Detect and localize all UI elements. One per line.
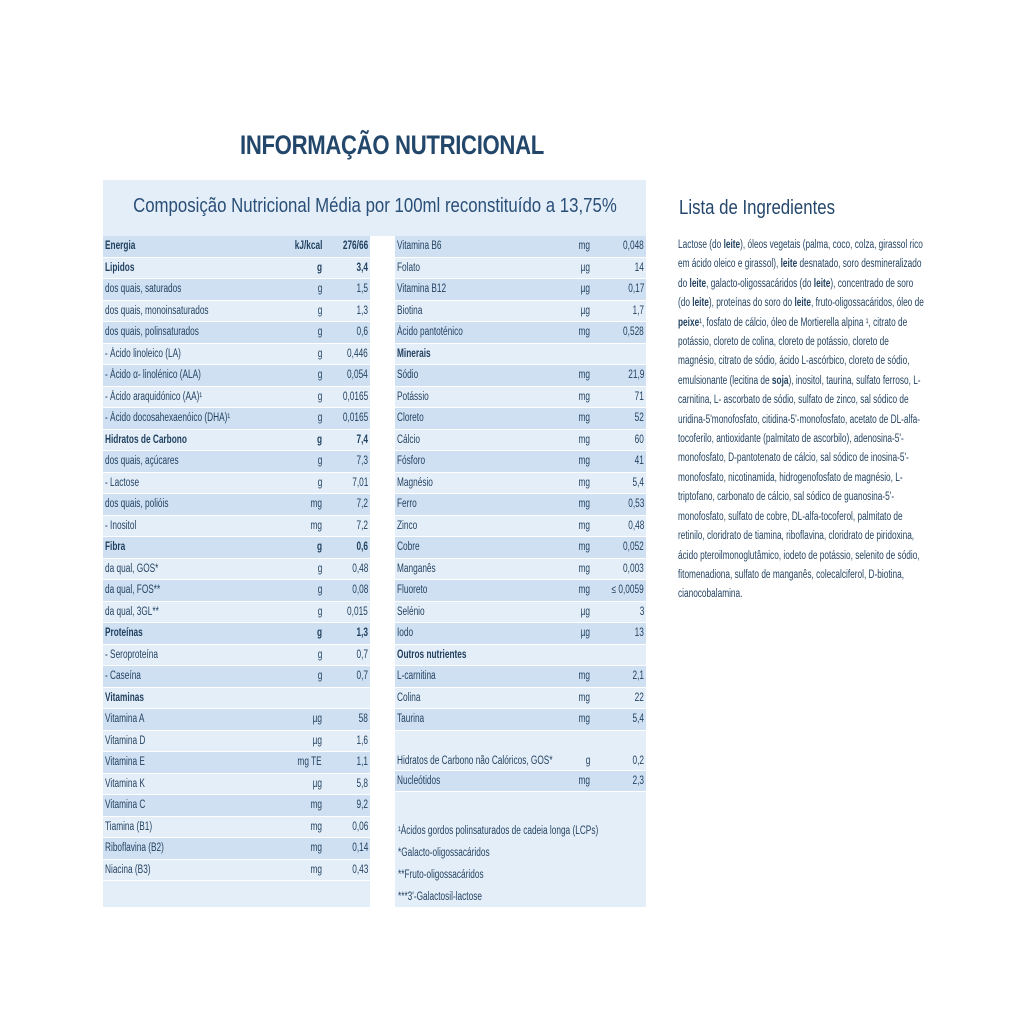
nutrient-name: - Ácido araquidónico (AA)¹ [105, 390, 203, 403]
nutrient-name: - Ácido docosahexaenóico (DHA)¹ [105, 412, 231, 425]
nutrient-name: Minerais [397, 347, 431, 360]
nutrient-name: Manganês [397, 562, 436, 575]
panel-header [103, 180, 646, 232]
table-row [395, 236, 646, 258]
nutrient-unit: g [316, 261, 322, 274]
nutrient-unit: g [585, 754, 590, 767]
nutrient-name: Vitamina D [105, 734, 146, 747]
nutrient-name: da qual, FOS** [105, 584, 161, 597]
table-row [103, 795, 370, 817]
nutrient-value: 60 [634, 433, 644, 446]
nutrient-value: 0,0165 [342, 390, 368, 403]
nutrient-unit: g [317, 390, 322, 403]
nutrient-unit: mg [310, 799, 322, 812]
table-row [395, 279, 646, 301]
nutrient-name: Vitamina B12 [397, 283, 447, 296]
nutrient-value: 0,7 [356, 670, 368, 683]
table-row [395, 301, 646, 323]
nutrient-name: Vitamina E [105, 756, 145, 769]
nutrient-name: Hidratos de Carbono não Calóricos, GOS* [397, 754, 553, 767]
nutrient-unit: µg [312, 777, 322, 790]
nutrient-unit: g [317, 283, 322, 296]
table-row [395, 516, 646, 538]
nutrient-value: 0,003 [623, 562, 644, 575]
nutrient-value: 0,7 [356, 648, 368, 661]
footnote-fos: **Fruto-oligossacáridos [398, 869, 484, 881]
nutrient-name: dos quais, polióis [105, 498, 169, 511]
table-row [103, 666, 370, 688]
nutrient-value: 0,48 [627, 519, 644, 532]
table-row [395, 580, 646, 602]
nutrient-name: - Caseína [105, 670, 141, 683]
nutrient-value: 5,4 [632, 476, 644, 489]
table-row [103, 645, 370, 667]
table-row [103, 451, 370, 473]
table-row [103, 258, 370, 280]
nutrient-name: da qual, 3GL** [105, 605, 159, 618]
nutrient-name: - Ácido linoleico (LA) [105, 347, 181, 360]
nutrient-name: - Lactose [105, 476, 140, 489]
nutrient-name: dos quais, monoinsaturados [105, 304, 209, 317]
nutrient-name: Outros nutrientes [397, 648, 467, 661]
nutrient-value: 7,2 [356, 519, 368, 532]
nutrient-unit: mg [578, 774, 590, 787]
nutrient-unit: mg [578, 713, 590, 726]
nutrient-unit: mg [578, 433, 590, 446]
table-row [395, 709, 646, 731]
nutrient-value: 5,4 [632, 713, 644, 726]
table-row [103, 494, 370, 516]
nutrient-unit: g [317, 412, 322, 425]
nutrient-value: ≤ 0,0059 [611, 584, 644, 597]
page-title: INFORMAÇÃO NUTRICIONAL [240, 130, 544, 160]
nutrient-name: Taurina [397, 713, 425, 726]
table-row [395, 408, 646, 430]
nutrient-name: Sódio [397, 369, 419, 382]
nutrient-unit: µg [580, 283, 590, 296]
nutrient-value: 1,3 [356, 627, 368, 640]
nutrient-name: L-carnitina [397, 670, 436, 683]
table-row [103, 838, 370, 860]
footnotes [398, 820, 676, 908]
nutrient-unit: mg [578, 562, 590, 575]
nutrient-unit: g [316, 627, 322, 640]
nutrient-name: Vitamina C [105, 799, 146, 812]
nutrient-unit: µg [580, 627, 590, 640]
nutrient-unit: µg [580, 304, 590, 317]
nutrient-name: Biotina [397, 304, 423, 317]
nutrient-value: 0,6 [356, 541, 368, 554]
nutrient-value: 5,8 [356, 777, 368, 790]
table-row [395, 451, 646, 473]
nutrient-name: - Seroproteína [105, 648, 158, 661]
table-row [395, 666, 646, 688]
table-row [103, 236, 370, 258]
table-row [395, 322, 646, 344]
nutrient-value: 0,446 [347, 347, 368, 360]
nutrient-value: 0,48 [351, 562, 368, 575]
table-row [395, 537, 646, 559]
nutrient-unit: g [317, 562, 322, 575]
nutrient-unit: mg [310, 842, 322, 855]
nutrient-unit: mg [578, 519, 590, 532]
nutrient-unit: g [317, 347, 322, 360]
nutrient-name: Riboflavina (B2) [105, 842, 164, 855]
footnote-gos: *Galacto-oligossacáridos [398, 847, 490, 859]
table-row [103, 731, 370, 753]
nutrient-unit: mg [578, 455, 590, 468]
nutrient-name: Vitamina K [105, 777, 145, 790]
nutrient-name: Cobre [397, 541, 420, 554]
nutrient-unit: mg [310, 498, 322, 511]
table-row [103, 301, 370, 323]
nutrition-table-left [103, 236, 370, 881]
footnote-lcp: ¹Ácidos gordos polinsaturados de cadeia longa (LCPs) [398, 825, 599, 837]
nutrient-value: 0,6 [356, 326, 368, 339]
nutrient-unit: mg [578, 326, 590, 339]
nutrient-value: 1,6 [356, 734, 368, 747]
table-row [103, 688, 370, 710]
nutrient-unit: g [317, 304, 322, 317]
nutrient-unit: g [317, 605, 322, 618]
table-row [395, 344, 646, 366]
nutrient-value: 0,0165 [342, 412, 368, 425]
nutrient-value: 276/66 [342, 240, 368, 253]
nutrient-value: 0,53 [627, 498, 644, 511]
nutrient-value: 0,43 [351, 863, 368, 876]
table-row [103, 860, 370, 882]
nutrient-name: Tiamina (B1) [105, 820, 153, 833]
nutrient-name: Fósforo [397, 455, 426, 468]
nutrient-unit: µg [312, 734, 322, 747]
nutrient-name: Energia [105, 240, 136, 253]
table-row [395, 731, 646, 771]
nutrient-value: 3,4 [356, 261, 368, 274]
table-row [103, 623, 370, 645]
nutrition-table-right [395, 236, 646, 792]
table-row [103, 537, 370, 559]
ingredients-title: Lista de Ingredientes [679, 197, 835, 219]
nutrient-name: Selénio [397, 605, 425, 618]
nutrient-unit: mg [310, 820, 322, 833]
nutrient-value: 41 [634, 455, 644, 468]
nutrient-value: 7,4 [356, 433, 368, 446]
nutrient-value: 3 [639, 605, 644, 618]
nutrient-value: 7,01 [351, 476, 368, 489]
nutrient-value: 0,17 [627, 283, 644, 296]
nutrient-name: dos quais, açúcares [105, 455, 179, 468]
nutrient-unit: mg TE [297, 756, 322, 769]
nutrient-value: 0,048 [623, 240, 644, 253]
nutrient-name: Vitamina A [105, 713, 145, 726]
nutrient-name: Vitaminas [105, 691, 144, 704]
nutrient-value: 1,7 [632, 304, 644, 317]
panel-header-text: Composição Nutricional Média por 100ml reconstituído a 13,75% [132, 194, 617, 217]
table-row [103, 817, 370, 839]
nutrient-unit: g [316, 541, 322, 554]
nutrient-unit: mg [578, 541, 590, 554]
nutrient-name: Cloreto [397, 412, 424, 425]
table-row [395, 387, 646, 409]
nutrient-value: 0,052 [623, 541, 644, 554]
nutrient-name: Niacina (B3) [105, 863, 151, 876]
nutrient-name: Vitamina B6 [397, 240, 442, 253]
nutrient-name: da qual, GOS* [105, 562, 159, 575]
nutrient-unit: mg [578, 476, 590, 489]
nutrient-unit: g [316, 433, 322, 446]
nutrient-unit: kJ/kcal [294, 240, 322, 253]
footnote-3gl: ***3'-Galactosil-lactose [398, 891, 482, 903]
nutrient-name: Magnésio [397, 476, 433, 489]
nutrient-value: 0,2 [632, 754, 644, 767]
table-row [395, 602, 646, 624]
nutrient-value: 0,08 [351, 584, 368, 597]
nutrient-value: 2,1 [632, 670, 644, 683]
nutrient-unit: g [317, 455, 322, 468]
nutrient-value: 22 [634, 691, 644, 704]
table-row [103, 365, 370, 387]
nutrient-value: 7,2 [356, 498, 368, 511]
nutrient-name: Ferro [397, 498, 417, 511]
table-row [395, 473, 646, 495]
nutrient-name: - Ácido α- linolénico (ALA) [105, 369, 201, 382]
nutrient-unit: µg [312, 713, 322, 726]
nutrient-name: Proteínas [105, 627, 143, 640]
nutrient-name: dos quais, polinsaturados [105, 326, 199, 339]
table-row [103, 602, 370, 624]
table-row [103, 430, 370, 452]
nutrient-value: 52 [634, 412, 644, 425]
nutrient-unit: g [317, 648, 322, 661]
nutrient-name: Potássio [397, 390, 429, 403]
table-row [395, 771, 646, 793]
table-row [395, 645, 646, 667]
nutrient-unit: g [317, 584, 322, 597]
table-row [103, 580, 370, 602]
nutrient-unit: mg [578, 498, 590, 511]
nutrient-unit: µg [580, 261, 590, 274]
nutrient-value: 1,3 [356, 304, 368, 317]
nutrient-unit: mg [578, 369, 590, 382]
nutrient-name: dos quais, saturados [105, 283, 182, 296]
nutrient-unit: mg [578, 584, 590, 597]
nutrient-unit: mg [310, 863, 322, 876]
nutrient-name: - Inositol [105, 519, 137, 532]
table-row [395, 623, 646, 645]
nutrient-unit: mg [310, 519, 322, 532]
nutrient-name: Folato [397, 261, 421, 274]
table-row [103, 387, 370, 409]
table-row [103, 752, 370, 774]
nutrient-name: Zinco [397, 519, 418, 532]
nutrient-unit: µg [580, 605, 590, 618]
table-row [395, 258, 646, 280]
nutrient-value: 71 [634, 390, 644, 403]
nutrient-name: Fibra [105, 541, 126, 554]
table-row [395, 494, 646, 516]
table-row [103, 709, 370, 731]
nutrient-unit: g [317, 369, 322, 382]
nutrient-value: 21,9 [627, 369, 644, 382]
nutrient-unit: mg [578, 412, 590, 425]
nutrient-name: Colina [397, 691, 421, 704]
table-row [103, 516, 370, 538]
table-row [395, 365, 646, 387]
table-row [103, 774, 370, 796]
nutrient-unit: mg [578, 691, 590, 704]
nutrient-name: Hidratos de Carbono [105, 433, 187, 446]
nutrient-value: 1,1 [356, 756, 368, 769]
table-row [395, 688, 646, 710]
table-row [103, 344, 370, 366]
nutrient-value: 7,3 [356, 455, 368, 468]
nutrient-name: Iodo [397, 627, 414, 640]
nutrient-value: 0,528 [623, 326, 644, 339]
nutrient-name: Lipidos [105, 261, 135, 274]
nutrient-value: 1,5 [356, 283, 368, 296]
nutrient-value: 0,054 [347, 369, 368, 382]
nutrient-name: Fluoreto [397, 584, 428, 597]
column-gap [370, 236, 395, 907]
nutrient-value: 9,2 [356, 799, 368, 812]
nutrient-name: Cálcio [397, 433, 421, 446]
nutrient-value: 2,3 [632, 774, 644, 787]
table-row [395, 430, 646, 452]
nutrient-value: 58 [358, 713, 368, 726]
table-row [103, 559, 370, 581]
table-row [103, 322, 370, 344]
nutrient-name: Nucleótidos [397, 774, 441, 787]
nutrient-value: 0,015 [347, 605, 368, 618]
nutrient-unit: mg [578, 390, 590, 403]
table-row [103, 473, 370, 495]
table-row [103, 408, 370, 430]
nutrient-value: 0,06 [351, 820, 368, 833]
nutrient-unit: g [317, 670, 322, 683]
ingredients-text: Lactose (do leite), óleos vegetais (palma, coco, colza, girassol rico em ácido oleico e girassol), leite desnatado, soro desmineralizado do leite, galacto-oligossacáridos (do leite), concentrado de soro (do leite), proteínas do soro do leite, fruto-oligossacáridos, óleo de peixe¹, fosfato de cálcio, óleo de Mortierella alpina ¹, citrato de potássio, cloreto de colina, cloreto de potássio, cloreto de magnésio, citrato de sódio, ácido L-ascórbico, cloreto de sódio, emulsionante (lecitina de soja), inositol, taurina, sulfato ferroso, L-carnitina, L- ascorbato de sódio, sulfato de zinco, sal sódico de uridina-5'monofosfato, citidina-5'-monofosfato, acetato de DL-alfa-tocoferilo, antioxidante (palmitato de ascorbilo), adenosina-5'-monofosfato, D-pantotenato de cálcio, sal sódico de inosina-5'-monofosfato, nicotinamida, hidrogenofosfato de magnésio, L-triptofano, carbonato de cálcio, sal sódico de guanosina-5'-monofosfato, sulfato de cobre, DL-alfa-tocoferol, palmitato de retinilo, cloridrato de tiamina, riboflavina, cloridrato de piridoxina, ácido pteroilmonoglutâmico, iodeto de potássio, selenito de sódio, fitomenadiona, sulfato de manganês, colecalciferol, D-biotina, cianocobalamina. [678, 239, 924, 601]
table-row [103, 279, 370, 301]
nutrient-unit: mg [578, 670, 590, 683]
nutrient-unit: mg [578, 240, 590, 253]
nutrient-value: 14 [634, 261, 644, 274]
table-row [395, 559, 646, 581]
nutrient-unit: g [317, 326, 322, 339]
nutrient-unit: g [317, 476, 322, 489]
nutrient-value: 13 [634, 627, 644, 640]
nutrient-value: 0,14 [351, 842, 368, 855]
nutrient-name: Ácido pantoténico [397, 326, 463, 339]
